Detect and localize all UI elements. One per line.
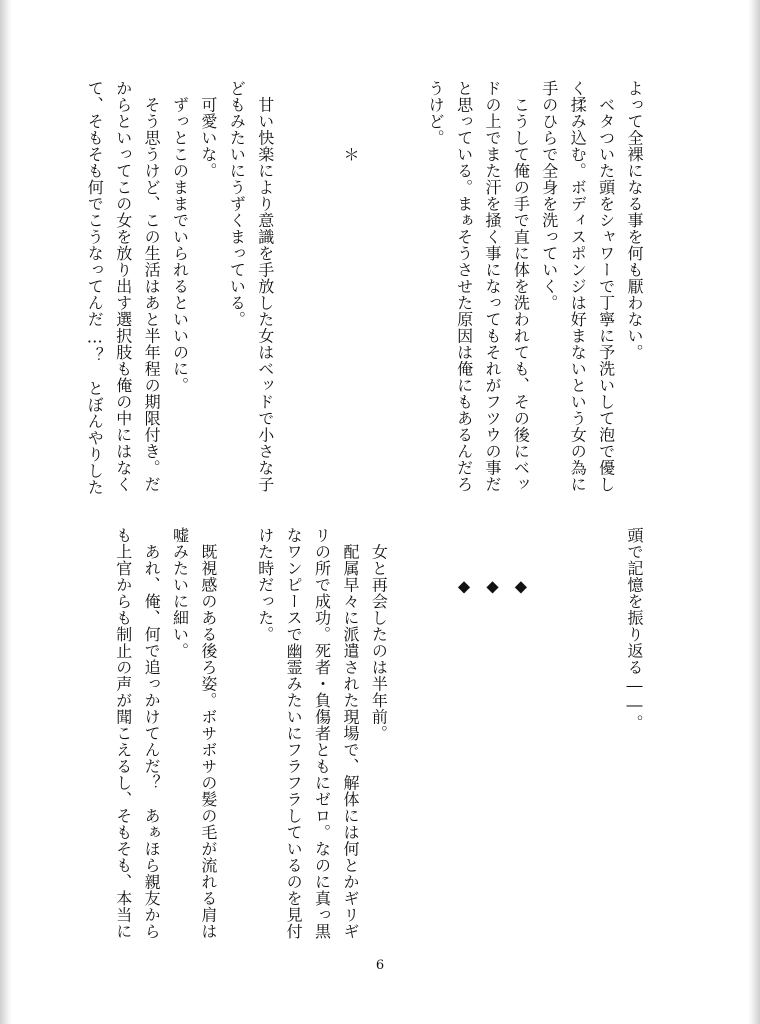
text-column — [392, 527, 420, 947]
text-column: うけど。 — [426, 80, 446, 146]
text-column — [279, 80, 307, 500]
text-column: 嘘みたいに細い。 — [170, 527, 190, 659]
page-edge-right — [748, 0, 760, 1024]
text-column — [392, 80, 420, 500]
text-column: 頭で記憶を振り返る――。 — [625, 527, 644, 731]
page-edge-left — [0, 0, 12, 1024]
text-column — [364, 80, 392, 500]
text-column: なワンピースで幽霊みたいにフラフラしているのを見付 — [284, 527, 304, 940]
text-column: 女と再会したのは半年前。 — [369, 527, 389, 742]
text-column — [421, 527, 449, 947]
text-column: て、そもそも何でこうなってんだ…？ とぼんやりした — [85, 80, 105, 496]
text-column: よって全裸になる事を何も厭わない。 — [625, 80, 644, 361]
text-column: ◆ — [454, 527, 474, 596]
text-column — [591, 527, 619, 947]
text-column: こうして俺の手で直に体を洗われても、その後にベッ — [511, 80, 531, 493]
text-column: も上官からも制止の声が聞こえるし、そもそも、本当に — [113, 527, 133, 940]
text-column: 甘い快楽により意識を手放した女はベッドで小さな子 — [255, 80, 275, 493]
text-column — [563, 527, 591, 947]
text-column: ベタついた頭をシャワーで丁寧に予洗いして泡で優し — [596, 80, 616, 493]
text-column: 手のひらで全身を洗っていく。 — [539, 80, 559, 311]
lower-text-block — [108, 527, 648, 947]
text-column: ドの上でまた汗を掻く事になってもそれがフツウの事だ — [482, 80, 502, 493]
text-column: リの所で成功。死者・負傷者ともにゼロ。なのに真っ黒 — [312, 527, 332, 940]
text-column: 既視感のある後ろ姿。ボサボサの髪の毛が流れる肩は — [198, 527, 218, 940]
text-column: ◆ — [482, 527, 502, 596]
text-column: く揉み込む。ボディスポンジは好まないという女の為に — [568, 80, 588, 493]
text-column: そう思うけど、この生活はあと半年程の期限付き。だ — [142, 80, 162, 493]
text-column: 可愛いな。 — [198, 80, 218, 179]
text-column: ＊ — [340, 80, 360, 163]
text-column: ずっとこのままでいられるといいのに。 — [170, 80, 190, 394]
text-column: あれ、俺、何で追っかけてんだ？ あぁほら親友から — [142, 527, 162, 940]
text-column: ◆ — [511, 527, 531, 596]
text-column — [222, 527, 250, 947]
text-column: と思っている。まぁそうさせた原因は俺にもあるんだろ — [454, 80, 474, 493]
page-number: 6 — [375, 958, 385, 973]
upper-text-block — [80, 80, 648, 500]
text-column: 配属早々に派遣された現場で、解体には何とかギリギ — [340, 527, 360, 940]
text-column — [534, 527, 562, 947]
text-column: けた時だった。 — [255, 527, 275, 643]
text-column: からといってこの女を放り出す選択肢も俺の中にはなく — [113, 80, 133, 493]
text-column — [307, 80, 335, 500]
text-column: どもみたいにうずくまっている。 — [227, 80, 247, 328]
